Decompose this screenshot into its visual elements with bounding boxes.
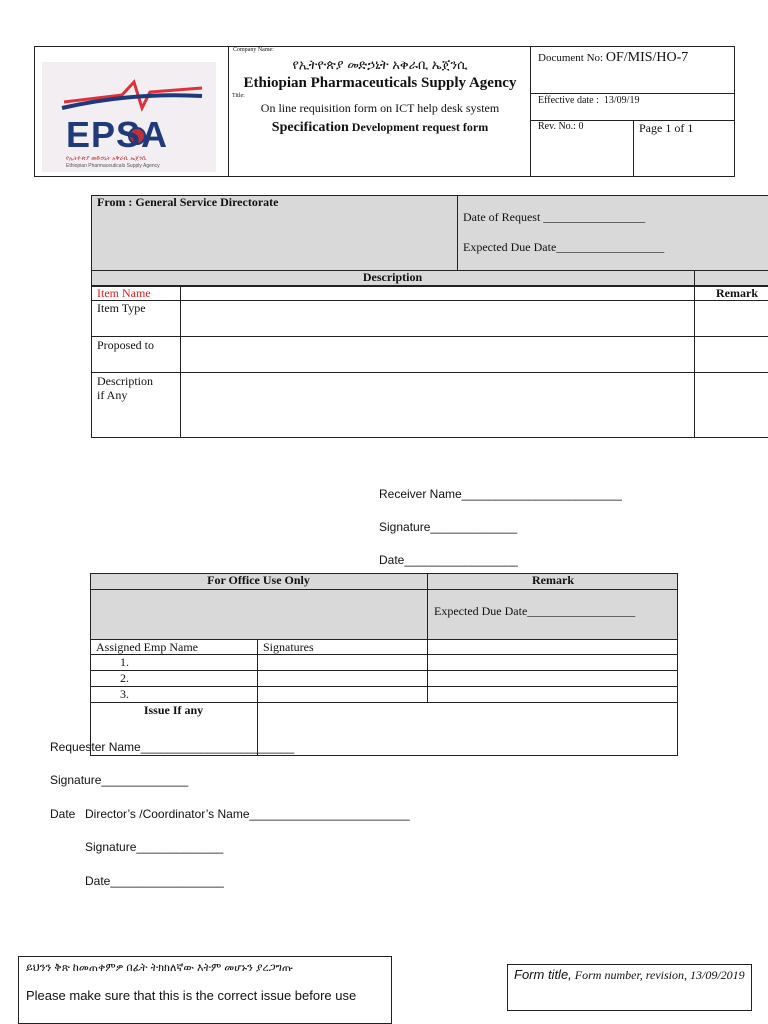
remark-label: Remark [716,286,758,300]
title-specification: Specification [271,120,349,135]
signatures-label: Signatures [263,640,314,654]
receiver-date: Date_________________ [379,553,518,567]
footer-english-notice: Please make sure that this is the correct issue before use [26,988,357,1003]
form-title-rest: Form number, revision, 13/09/2019 [571,968,745,982]
requester-signature: Signature_____________ [50,773,189,787]
title-line1: On line requisition form on ICT help desk system [260,101,500,115]
director-date: Date_________________ [85,874,224,888]
row-number-1: 1. [120,655,129,669]
footer-amharic-notice: ይህንን ቅጽ ከመጠቀምዎ በፊት ትክክለኛው እትም መሆኑን ያረጋግጡ [26,962,293,974]
epsa-logo [42,62,216,172]
footer-form-title [514,967,746,983]
title-caption: Title: [232,93,245,99]
requester-name: Requester Name_______________________ [50,740,295,754]
logo-english: Ethiopian Pharmaceuticals Supply Agency [66,163,160,169]
office-table [90,573,678,756]
title-dev-request: Development request form [348,120,489,134]
form-title-label: Form title, [514,967,572,982]
row-number-3: 3. [120,687,129,701]
proposed-to-label: Proposed to [97,338,154,352]
receiver-signature: Signature_____________ [379,520,518,534]
title-line2 [232,118,528,136]
from-directorate: From : General Service Directorate [97,195,279,209]
page-number: Page 1 of 1 [639,121,694,135]
issue-if-any: Issue If any [143,703,204,717]
expected-due-date: Expected Due Date__________________ [463,240,665,254]
office-expected-due: Expected Due Date__________________ [434,604,636,618]
date-of-request: Date of Request _________________ [463,210,646,224]
description-if-any-1: Description [97,374,153,388]
doc-number [538,48,688,66]
office-title: For Office Use Only [207,573,310,587]
director-name: Director’s /Coordinator’s Name________________________ [85,807,410,821]
description-header: Description [362,270,423,284]
company-name: Ethiopian Pharmaceuticals Supply Agency [243,75,517,91]
description-if-any-2: if Any [97,388,128,402]
requester-date: Date [50,807,76,821]
doc-no-label: Document No: [538,52,606,64]
doc-no-value: OF/MIS/HO-7 [605,50,689,65]
logo-amharic: የኢትዮጵያ መድኃኒት አቅራቢ ኤጀንሲ [66,156,147,162]
receiver-name: Receiver Name________________________ [379,487,622,501]
effective-date: Effective date : 13/09/19 [538,95,640,106]
rev-no: Rev. No.: 0 [538,121,584,132]
assigned-emp-name: Assigned Emp Name [96,640,198,654]
office-remark: Remark [532,573,574,587]
company-caption: Company Name: [233,47,274,53]
row-number-2: 2. [120,671,129,685]
company-amharic: የኢትዮጵያ መድኃኒት አቅራቢ ኤጀንሲ [292,57,468,72]
director-signature: Signature_____________ [85,840,224,854]
item-name-label: Item Name [97,286,151,300]
logo-text: EPSA [66,114,169,155]
item-type-label: Item Type [97,301,146,315]
